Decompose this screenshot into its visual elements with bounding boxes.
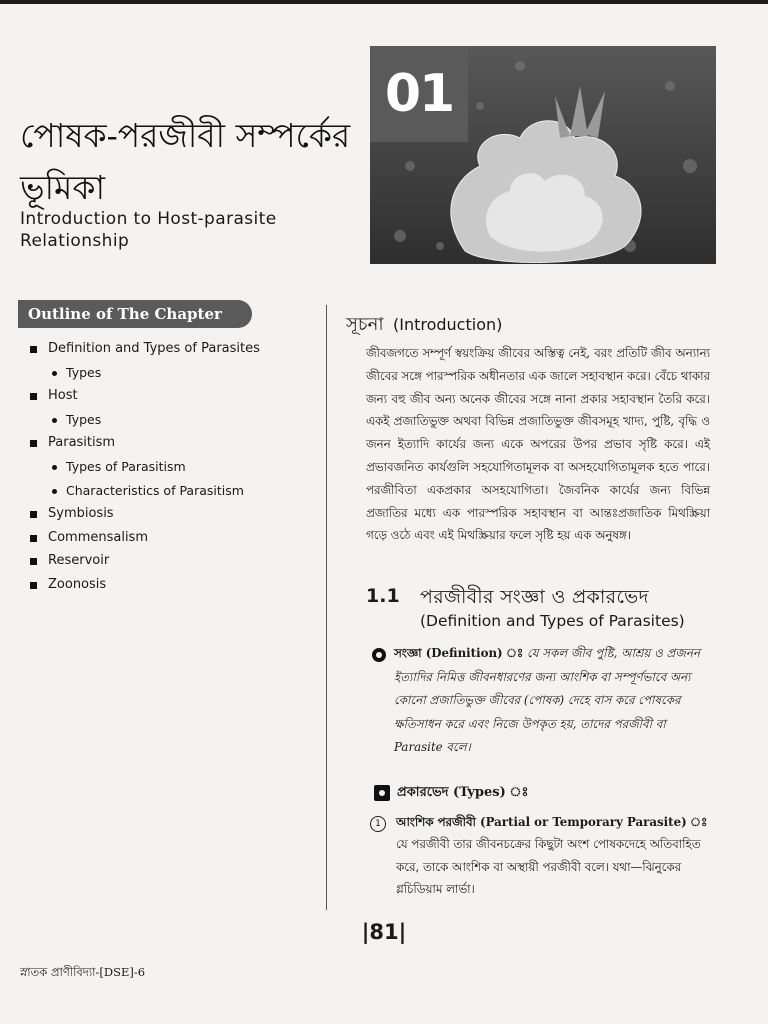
intro-heading-english: (Introduction): [392, 315, 503, 334]
types-bullet-icon: [374, 785, 390, 801]
outline-subitem: Types of Parasitism: [28, 455, 318, 479]
top-edge-bar: [0, 0, 768, 4]
outline-item: Commensalism: [28, 526, 318, 550]
section-title-bengali: পরজীবীর সংজ্ঞা ও প্রকারভেদ: [420, 586, 649, 608]
page-number: |81|: [361, 920, 407, 944]
definition-bullet-icon: [372, 648, 386, 662]
outline-item: Definition and Types of Parasites: [28, 337, 318, 361]
intro-heading: [346, 310, 502, 341]
outline-item: Symbiosis: [28, 502, 318, 526]
page-footer: স্নাতক প্রাণীবিদ্যা-[DSE]-6: [20, 965, 146, 979]
outline-header: Outline of The Chapter: [18, 300, 252, 328]
outline-item: Host: [28, 384, 318, 408]
outline-subitem: Characteristics of Parasitism: [28, 479, 318, 503]
column-divider: [326, 305, 327, 910]
definition-text: যে সকল জীব পুষ্টি, আশ্রয় ও প্রজনন ইত্যাদির নিমিত্ত জীবনধারণের জন্য আংশিক বা সম্পূর্ণভাবে অন্য কোনো প্রজাতিভুক্ত জীবের (পোষক) দেহে বাস করে পোষকের ক্ষতিসাধন করে এবং নিজে উপকৃত হয়, তাদের পরজীবী বা Parasite বলে।: [394, 646, 700, 754]
definition-label: সংজ্ঞা (Definition) ঃ: [394, 646, 524, 660]
chapter-title-bengali: পোষক-পরজীবী সম্পর্কের ভূমিকা: [20, 116, 351, 207]
types-item: [396, 811, 710, 901]
types-item-text: যে পরজীবী তার জীবনচক্রের কিছুটা অংশ পোষকদেহে অতিবাহিত করে, তাকে আংশিক বা অস্থায়ী পরজীবী বলে। যথা—ঝিনুকের গ্লচিডিয়াম লার্ভা।: [396, 837, 701, 897]
types-heading: প্রকারভেদ (Types) ঃ: [397, 785, 529, 800]
intro-heading-bengali: সূচনা: [346, 314, 384, 335]
outline-subitem: Types: [28, 408, 318, 432]
item-number-badge: 1: [370, 816, 386, 832]
section-title-english: (Definition and Types of Parasites): [420, 612, 685, 630]
outline-item: Zoonosis: [28, 573, 318, 597]
chapter-number-badge: 01: [370, 46, 468, 142]
section-number: 1.1: [366, 585, 400, 607]
definition-block: [394, 642, 710, 760]
chapter-title-english: Introduction to Host-parasite Relationship: [20, 209, 277, 251]
outline-item: Reservoir: [28, 549, 318, 573]
types-item-label: আংশিক পরজীবী (Partial or Temporary Parasite) ঃ: [396, 815, 708, 829]
outline-subitem: Types: [28, 361, 318, 385]
intro-paragraph: জীবজগতে সম্পূর্ণ স্বয়ংক্রিয় জীবের অস্তিত্ব নেই, বরং প্রতিটি জীব অন্যান্য জীবের সঙ্গে পারস্পরিক অধীনতার এক জালে সহাবস্থান করে। বেঁচে থাকার জন্য বহু জীব অন্য অনেক জীবের সঙ্গে নানা প্রকার সহাবস্থান তৈরি করে। একই প্রজাতিভুক্ত অথবা বিভিন্ন প্রজাতিভুক্ত জীবসমূহ খাদ্য, পুষ্টি, বৃদ্ধি ও জনন ইত্যাদি কার্যের জন্য একে অপরের উপর প্রভাব সৃষ্টি করে। এই প্রভাবজনিত কার্যগুলি সহযোগিতামূলক বা অসহযোগিতামূলক হতে পারে। পরজীবিতা একপ্রকার অসহযোগিতা। জৈবনিক কার্যের জন্য বিভিন্ন প্রজাতির মধ্যে এক পারস্পরিক সহাবস্থান বা আন্তঃপ্রজাতিক মিথস্ক্রিয়া গড়ে ওঠে এবং এই মিথস্ক্রিয়ার ফলে সৃষ্টি হয় এক অনুষঙ্গ।: [366, 346, 710, 543]
outline-list: [28, 337, 318, 597]
outline-item: Parasitism: [28, 431, 318, 455]
